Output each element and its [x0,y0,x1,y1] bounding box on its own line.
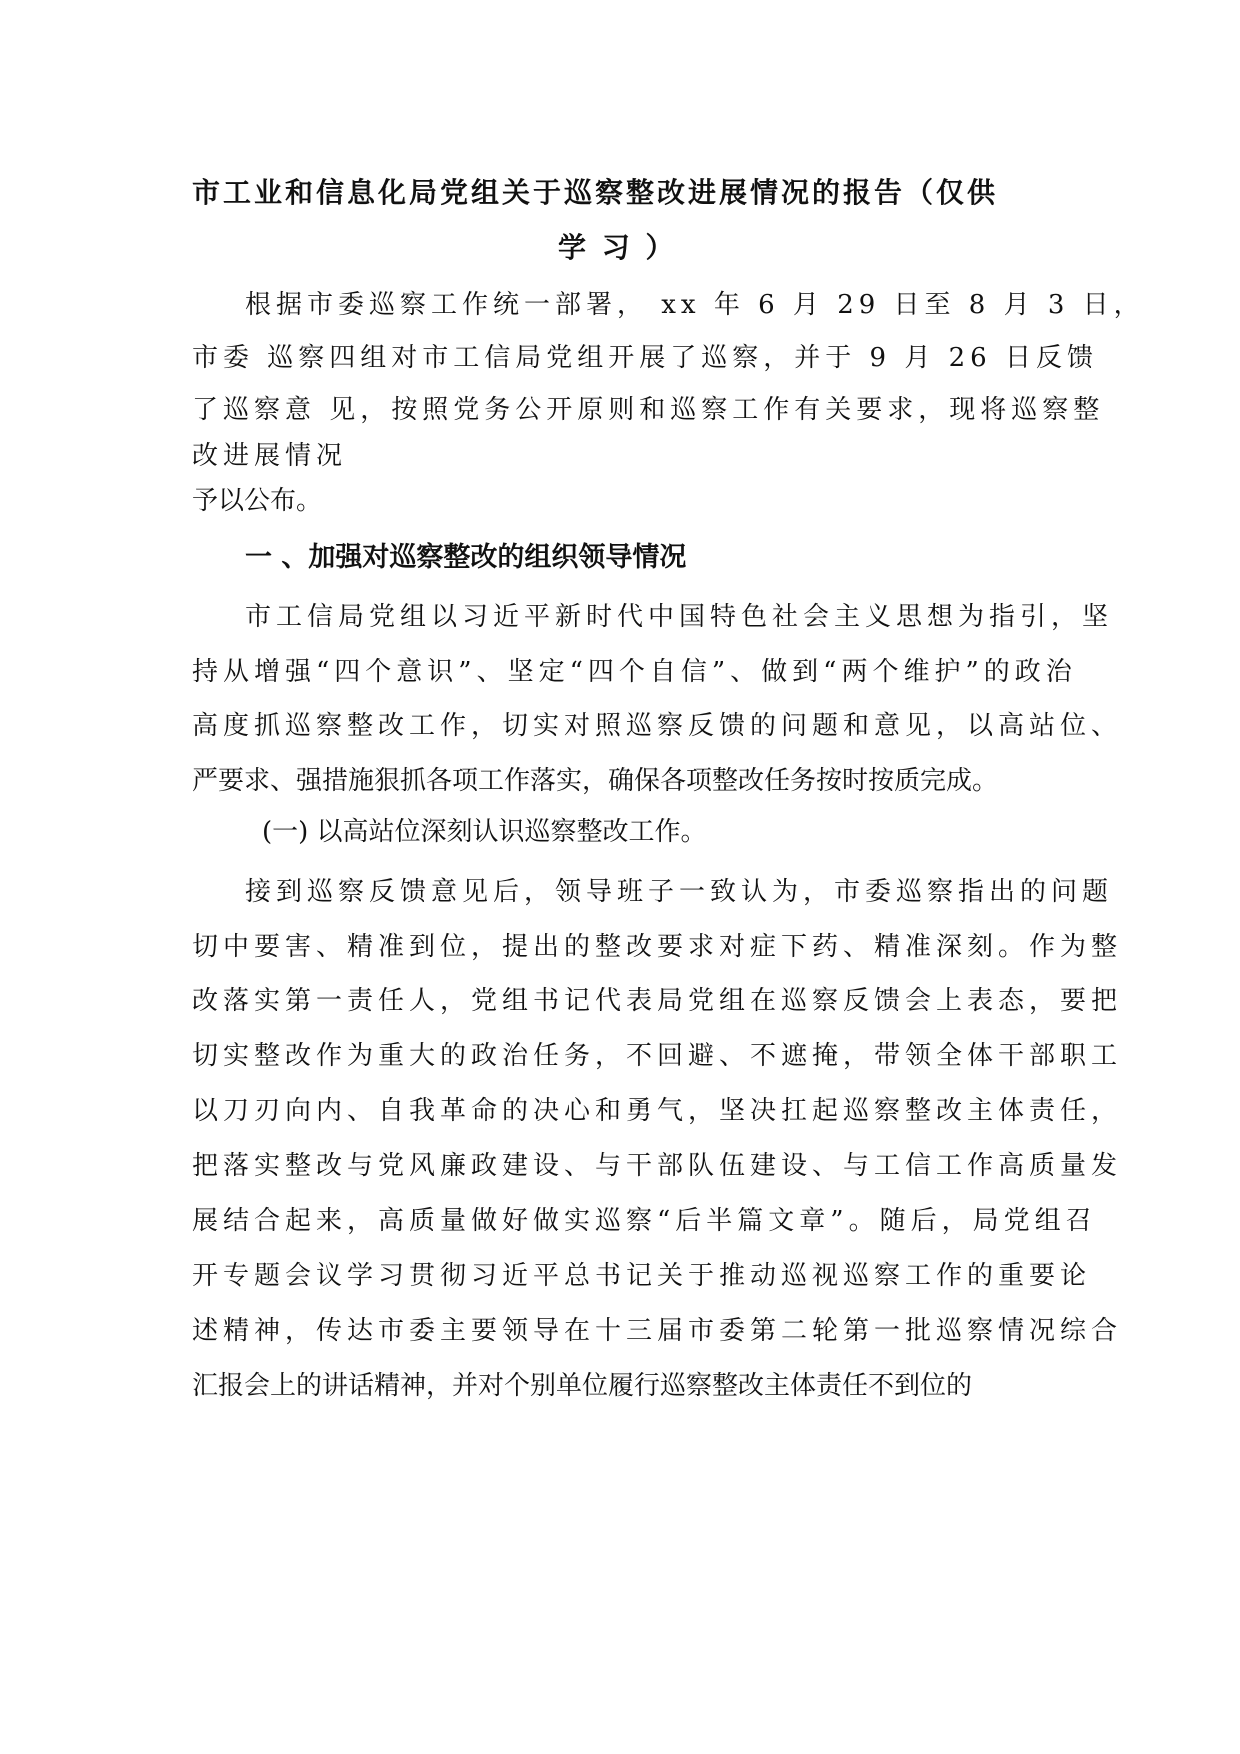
paragraph-line: 以刀刃向内、自我革命的决心和勇气，坚决扛起巡察整改主体责任， [192,1096,1123,1126]
paragraph-line: 开专题会议学习贯彻习近平总书记关于推动巡视巡察工作的重要论 [192,1261,1092,1291]
paragraph-line: 汇报会上的讲话精神，并对个别单位履行巡察整改主体责任不到位的 [192,1371,973,1401]
paragraph-line: 市工信局党组以习近平新时代中国特色社会主义思想为指引，坚 [245,602,1114,632]
document-title-line1: 市工业和信息化局党组关于巡察整改进展情况的报告（仅供 [192,176,999,209]
intro-line: 根据市委巡察工作统一部署， xx 年 6 月 29 日至 8 月 3 日， [245,290,1145,320]
paragraph-line: 展结合起来，高质量做好做实巡察“后半篇文章”。随后，局党组召 [192,1206,1097,1236]
paragraph-line: 切中要害、精准到位，提出的整改要求对症下药、精准深刻。作为整 [192,932,1123,962]
paragraph-line: 严要求、强措施狠抓各项工作落实，确保各项整改任务按时按质完成。 [192,766,999,796]
paragraph-line: 切实整改作为重大的政治任务，不回避、不遮掩，带领全体干部职工 [192,1041,1123,1071]
document-title-line2: 学 习 ） [558,231,677,264]
intro-line: 改进展情况 [192,441,348,471]
section-heading: 一 、加强对巡察整改的组织领导情况 [245,542,687,573]
intro-line: 了巡察意 见，按照党务公开原则和巡察工作有关要求，现将巡察整 [192,395,1105,425]
paragraph-line: 持从增强“四个意识”、坚定“四个自信”、做到“两个维护”的政治 [192,657,1077,687]
paragraph-line: 述精神，传达市委主要领导在十三届市委第二轮第一批巡察情况综合 [192,1316,1123,1346]
intro-line: 予以公布。 [192,486,323,516]
paragraph-line: 高度抓巡察整改工作，切实对照巡察反馈的问题和意见，以高站位、 [192,711,1123,741]
intro-line: 市委 巡察四组对市工信局党组开展了巡察，并于 9 月 26 日反馈 [192,343,1098,373]
subsection-heading: (一) 以高站位深刻认识巡察整改工作。 [262,817,707,847]
paragraph-line: 接到巡察反馈意见后，领导班子一致认为，市委巡察指出的问题 [245,877,1114,907]
paragraph-line: 把落实整改与党风廉政建设、与干部队伍建设、与工信工作高质量发 [192,1151,1123,1181]
paragraph-line: 改落实第一责任人，党组书记代表局党组在巡察反馈会上表态，要把 [192,986,1123,1016]
